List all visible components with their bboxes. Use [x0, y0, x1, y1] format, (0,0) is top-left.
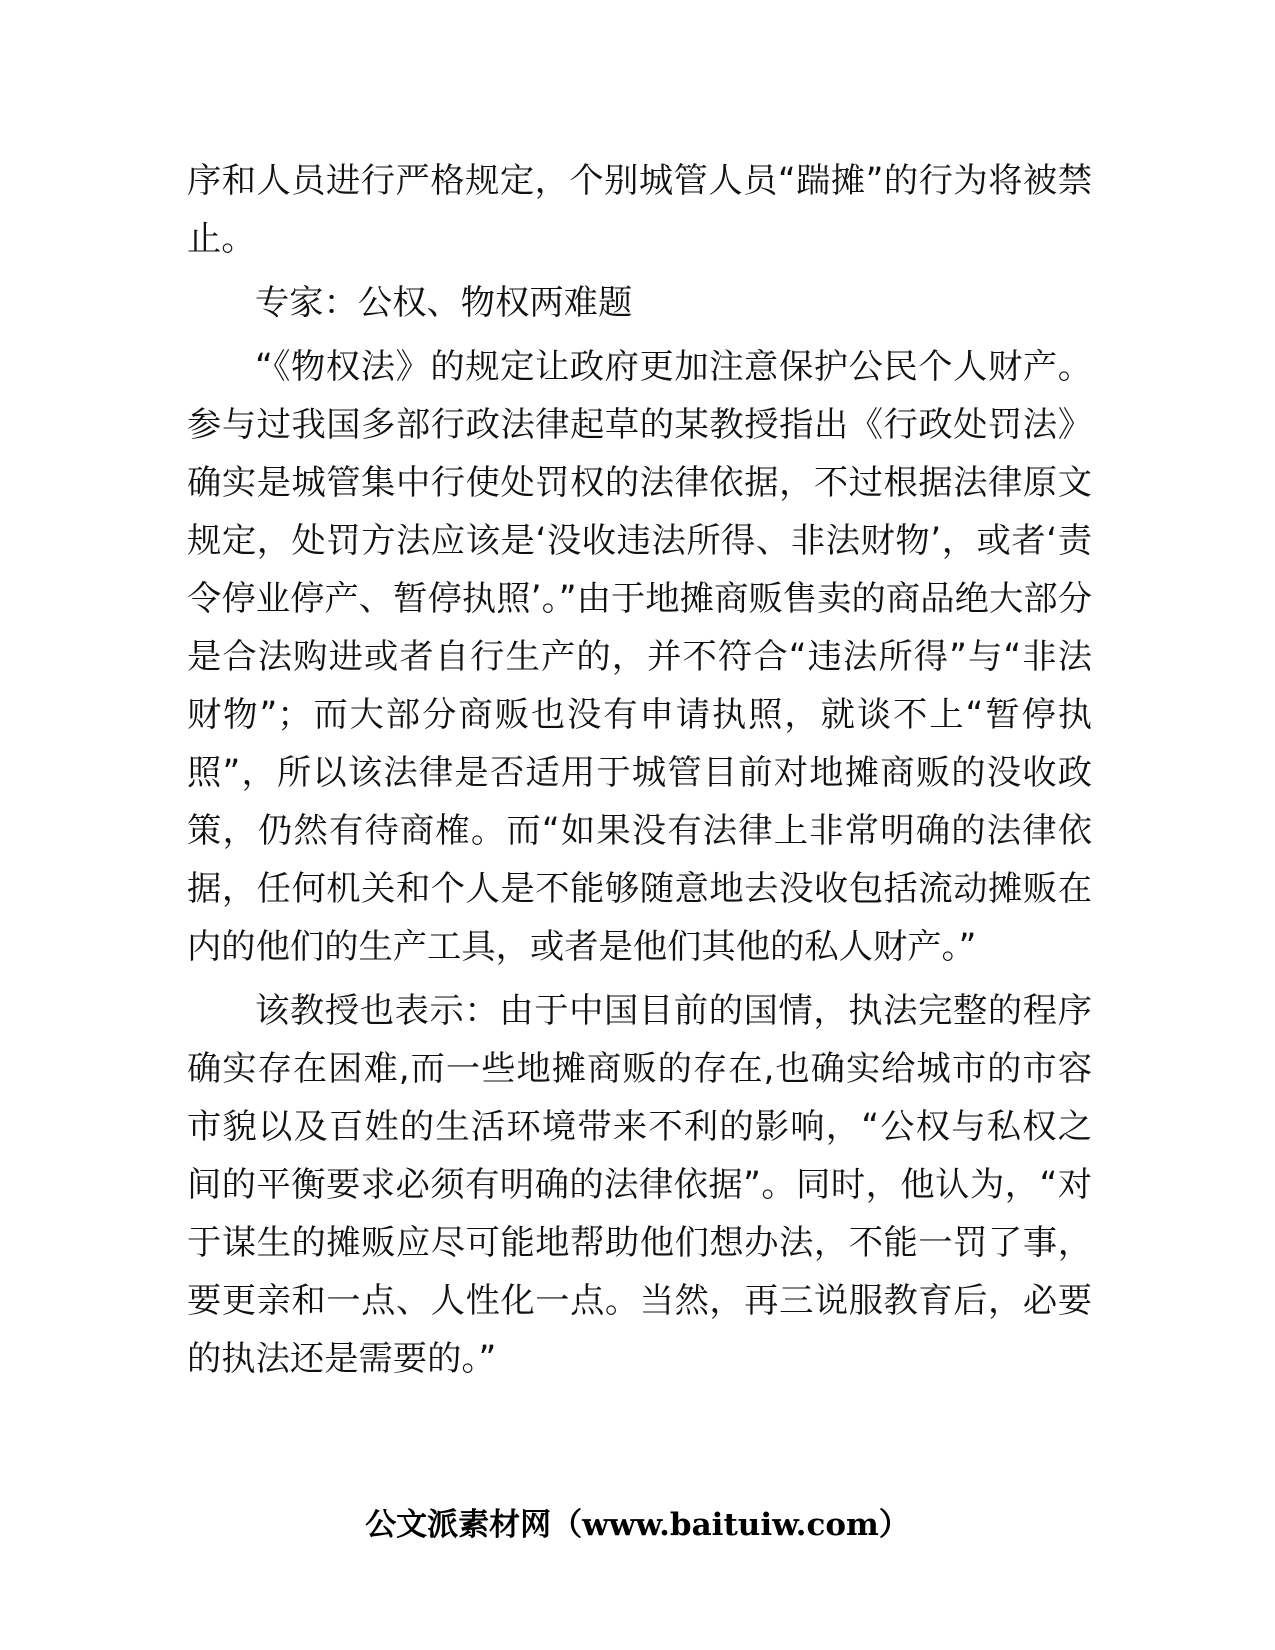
document-body — [187, 152, 1092, 1394]
paragraph-quote: “《物权法》的规定让政府更加注意保护公民个人财产。参与过我国多部行政法律起草的某教授指出《行政处罚法》确实是城管集中行使处罚权的法律依据，不过根据法律原文规定，处罚方法应该是‘没收违法所得、非法财物’，或者‘责令停业停产、暂停执照’。”由于地摊商贩售卖的商品绝大部分是合法购进或者自行生产的，并不符合“违法所得”与“非法财物”；而大部分商贩也没有申请执照，就谈不上“暂停执照”，所以该法律是否适用于城管目前对地摊商贩的没收政策，仍然有待商榷。而“如果没有法律上非常明确的法律依据，任何机关和个人是不能够随意地去没收包括流动摊贩在内的他们的生产工具，或者是他们其他的私人财产。” — [187, 347, 1092, 967]
paragraph-continuation: 序和人员进行严格规定，个别城管人员“踹摊”的行为将被禁止。 — [187, 161, 1092, 259]
section-heading: 专家：公权、物权两难题 — [255, 283, 633, 323]
footer-watermark: 公文派素材网（www.baituiw.com） — [365, 1507, 910, 1543]
paragraph-professor-view: 该教授也表示：由于中国目前的国情，执法完整的程序确实存在困难,而一些地摊商贩的存在,也确实给城市的市容市貌以及百姓的生活环境带来不利的影响，“公权与私权之间的平衡要求必须有明确的法律依据”。同时，他认为，“对于谋生的摊贩应尽可能地帮助他们想办法，不能一罚了事，要更亲和一点、人性化一点。当然，再三说服教育后，必要的执法还是需要的。” — [187, 991, 1092, 1379]
